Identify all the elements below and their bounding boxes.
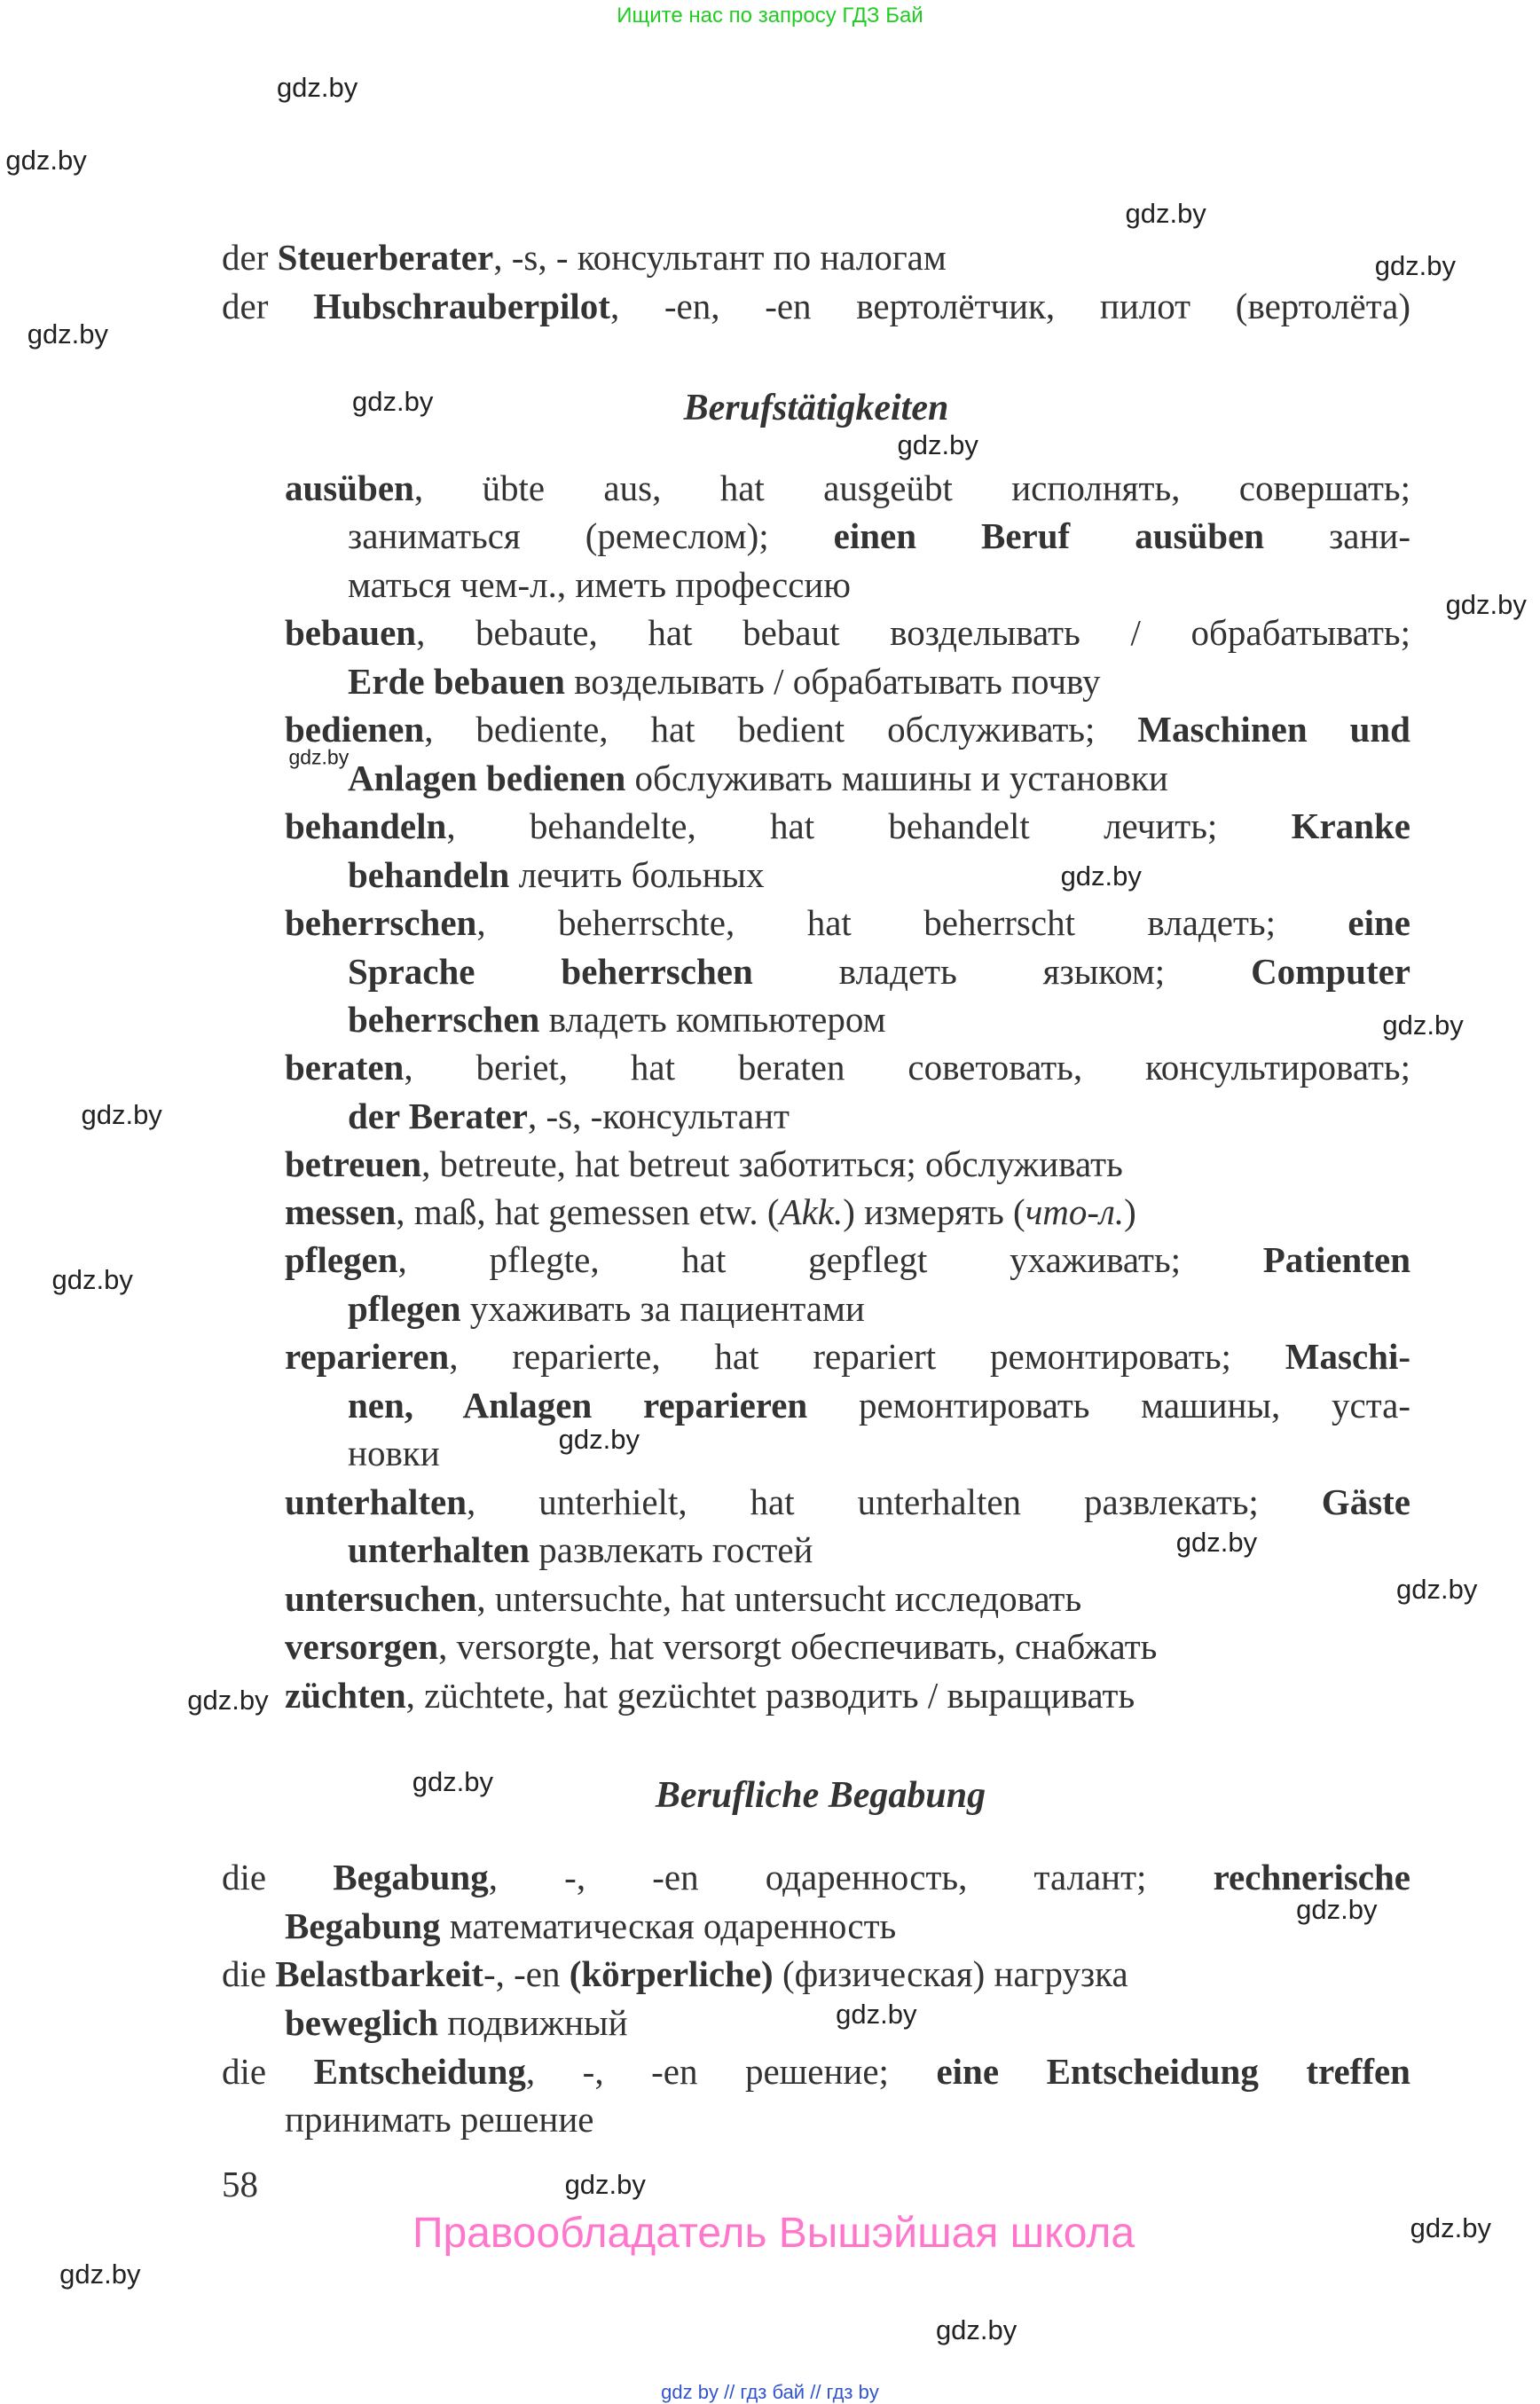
dictionary-line: [348, 1381, 1410, 1429]
translation-text: ) измерять (: [843, 1191, 1025, 1232]
translation-text: , züchtete, hat gezüchtet разводить / выращивать: [405, 1675, 1135, 1716]
dictionary-line: [285, 1188, 1410, 1236]
dictionary-line: [285, 1622, 1410, 1670]
headword: Entscheidung: [313, 2051, 526, 2092]
headword: Computer: [1251, 951, 1410, 992]
translation-text: ухаживать за пациентами: [460, 1288, 865, 1329]
translation-text: , -, -en одаренность, талант;: [488, 1857, 1214, 1897]
dictionary-line: [348, 995, 1410, 1043]
watermark-text: gdz.by: [1060, 860, 1142, 892]
translation-text: ): [1124, 1191, 1136, 1232]
headword: Patienten: [1262, 1239, 1410, 1280]
headword: pflegen: [348, 1288, 461, 1329]
dictionary-line: [285, 1671, 1410, 1719]
headword: beweglich: [285, 2002, 439, 2043]
headword: behandeln: [285, 805, 447, 846]
watermark-text: gdz.by: [1396, 1573, 1478, 1605]
translation-text: математическая одаренность: [440, 1905, 897, 1946]
headword: beraten: [285, 1047, 405, 1088]
headword: pflegen: [285, 1239, 398, 1280]
watermark-text: gdz.by: [1382, 1010, 1464, 1041]
translation-text: der: [222, 286, 314, 326]
watermark-text: gdz.by: [1374, 250, 1457, 282]
translation-text: der: [222, 237, 278, 278]
translation-text: маться чем-л., иметь профессию: [348, 564, 851, 605]
watermark-text: gdz.by: [5, 144, 87, 176]
translation-text: -, -en: [483, 1953, 570, 1994]
dictionary-line: [348, 561, 1410, 609]
headword: rechnerische: [1213, 1857, 1410, 1897]
translation-text: , untersuchte, hat untersucht исследовать: [476, 1578, 1082, 1619]
translation-text: (физическая) нагрузка: [773, 1953, 1128, 1994]
translation-text: лечить больных: [509, 854, 765, 895]
translation-text: , übte aus, hat ausgeübt исполнять, совершать;: [413, 467, 1410, 508]
translation-text: развлекать гостей: [530, 1529, 813, 1570]
dictionary-line: [285, 1575, 1410, 1622]
dictionary-line: [222, 1950, 1410, 1998]
watermark-text: gdz.by: [288, 745, 350, 769]
watermark-text: gdz.by: [897, 428, 978, 460]
translation-text: , behandelte, hat behandelt лечить;: [446, 805, 1292, 846]
headword: eine Entscheidung treffen: [936, 2051, 1410, 2092]
translation-text: новки: [348, 1433, 440, 1473]
watermark-text: gdz.by: [59, 2259, 141, 2290]
headword: Kranke: [1291, 805, 1410, 846]
section-heading: Berufliche Begabung: [655, 1775, 986, 1816]
dictionary-line: [285, 1140, 1410, 1188]
watermark-text: gdz.by: [51, 1263, 133, 1295]
watermark-text: gdz.by: [27, 318, 109, 350]
headword: ausüben: [285, 467, 414, 508]
dictionary-line: [348, 512, 1410, 560]
headword: unterhalten: [285, 1481, 467, 1522]
translation-text: владеть компьютером: [539, 999, 886, 1040]
headword: Erde bebauen: [348, 661, 565, 702]
dictionary-line: [285, 1332, 1410, 1380]
headword: einen Beruf ausüben: [833, 515, 1265, 556]
headword: Maschinen und: [1137, 709, 1410, 750]
dictionary-line: [285, 1478, 1410, 1526]
headword: nen, Anlagen reparieren: [348, 1385, 808, 1426]
headword: untersuchen: [285, 1578, 477, 1619]
headword: der Berater: [348, 1096, 528, 1136]
translation-text: , versorgte, hat versorgt обеспечивать, снабжать: [438, 1626, 1158, 1667]
dictionary-line: [222, 233, 1410, 281]
copyright-notice: Правообладатель Вышэйшая школа: [412, 2210, 1135, 2257]
page-number: 58: [222, 2164, 258, 2204]
watermark-text: gdz.by: [352, 386, 434, 418]
dictionary-line: [222, 1853, 1410, 1901]
translation-text: возделывать / обрабатывать почву: [564, 661, 1101, 702]
dictionary-line: [285, 1902, 1410, 1950]
dictionary-line: [348, 1429, 1410, 1477]
headword: bedienen: [285, 709, 425, 750]
dictionary-line: [348, 947, 1410, 995]
dictionary-line: [348, 754, 1410, 802]
watermark-text: gdz.by: [1445, 589, 1527, 621]
translation-text: , pflegte, hat gepflegt ухаживать;: [397, 1239, 1263, 1280]
headword: versorgen: [285, 1626, 439, 1667]
watermark-text: gdz.by: [412, 1765, 494, 1797]
watermark-text: gdz.by: [935, 2314, 1018, 2345]
headword: Hubschrauberpilot: [313, 286, 610, 326]
translation-text: , betreute, hat betreut заботиться; обслуживать: [421, 1143, 1123, 1184]
translation-text: , -s, -консультант: [528, 1096, 790, 1136]
dictionary-line: [285, 2095, 1410, 2143]
headword: Anlagen bedienen: [348, 758, 626, 798]
headword: züchten: [285, 1675, 406, 1716]
translation-text: die: [222, 1953, 276, 1994]
dictionary-line: [348, 1284, 1410, 1332]
translation-text: , -en, -en вертолётчик, пилот (вертолёта): [609, 286, 1410, 326]
headword: Gäste: [1321, 1481, 1410, 1522]
headword: bebauen: [285, 612, 417, 653]
translation-text: заниматься (ремеслом);: [348, 515, 834, 556]
headword: reparieren: [285, 1336, 450, 1377]
watermark-text: gdz.by: [187, 1684, 269, 1716]
dictionary-line: [285, 1236, 1410, 1284]
translation-text: владеть языком;: [752, 951, 1252, 992]
translation-text: die: [222, 1857, 334, 1897]
search-hint-banner[interactable]: Ищите нас по запросу ГДЗ Бай: [617, 4, 923, 27]
section-heading: Berufstätigkeiten: [683, 388, 949, 428]
dictionary-line: [285, 705, 1410, 753]
translation-text: принимать решение: [285, 2099, 594, 2140]
watermark-text: gdz.by: [836, 1998, 917, 2030]
dictionary-line: [285, 802, 1410, 850]
translation-text: , bebaute, hat bebaut возделывать / обрабатывать;: [416, 612, 1410, 653]
translation-text: , bediente, hat bedient обслуживать;: [424, 709, 1138, 750]
headword: Maschi-: [1285, 1336, 1410, 1377]
headword: betreuen: [285, 1143, 422, 1184]
dictionary-line: [222, 282, 1410, 330]
translation-text: , maß, hat gemessen etw. (: [396, 1191, 780, 1232]
headword: Belastbarkeit: [275, 1953, 483, 1994]
dictionary-line: [285, 899, 1410, 947]
translation-text: , beriet, hat beraten советовать, консультировать;: [404, 1047, 1410, 1088]
translation-text: обслуживать машины и установки: [625, 758, 1168, 798]
translation-text: die: [222, 2051, 314, 2092]
dictionary-line: [222, 2047, 1410, 2095]
footer-links[interactable]: gdz by // гдз бай // гдз by: [661, 2381, 879, 2403]
headword: beherrschen: [285, 902, 477, 943]
translation-text: ремонтировать машины, уста-: [807, 1385, 1410, 1426]
watermark-text: gdz.by: [81, 1098, 162, 1130]
dictionary-line: [348, 851, 1410, 899]
translation-text: , beherrschte, hat beherrscht владеть;: [476, 902, 1348, 943]
watermark-text: gdz.by: [1175, 1527, 1258, 1559]
watermark-text: gdz.by: [1125, 198, 1206, 230]
headword: messen: [285, 1191, 397, 1232]
headword: Steuerberater: [277, 237, 494, 278]
translation-text: подвижный: [438, 2002, 628, 2043]
translation-text: , -, -en решение;: [525, 2051, 937, 2092]
watermark-text: gdz.by: [1410, 2212, 1491, 2243]
watermark-text: gdz.by: [558, 1424, 640, 1456]
italic-note: Akk.: [779, 1191, 844, 1232]
headword: Sprache beherrschen: [348, 951, 753, 992]
headword: beherrschen: [348, 999, 540, 1040]
translation-text: зани-: [1264, 515, 1410, 556]
dictionary-line: [348, 657, 1410, 705]
translation-text: , unterhielt, hat unterhalten развлекать;: [467, 1481, 1322, 1522]
dictionary-line: [285, 464, 1410, 512]
headword: (körperliche): [569, 1953, 774, 1994]
translation-text: , reparierte, hat repariert ремонтировать;: [449, 1336, 1285, 1377]
dictionary-line: [348, 1092, 1410, 1140]
watermark-text: gdz.by: [564, 2169, 646, 2201]
headword: Begabung: [285, 1905, 441, 1946]
dictionary-line: [285, 609, 1410, 656]
watermark-text: gdz.by: [1296, 1893, 1378, 1925]
headword: Begabung: [333, 1857, 489, 1897]
dictionary-line: [285, 1043, 1410, 1091]
headword: unterhalten: [348, 1529, 530, 1570]
watermark-text: gdz.by: [276, 71, 358, 103]
translation-text: , -s, - консультант по налогам: [493, 237, 947, 278]
italic-note: что-л.: [1025, 1191, 1125, 1232]
headword: behandeln: [348, 854, 510, 895]
headword: eine: [1348, 902, 1410, 943]
